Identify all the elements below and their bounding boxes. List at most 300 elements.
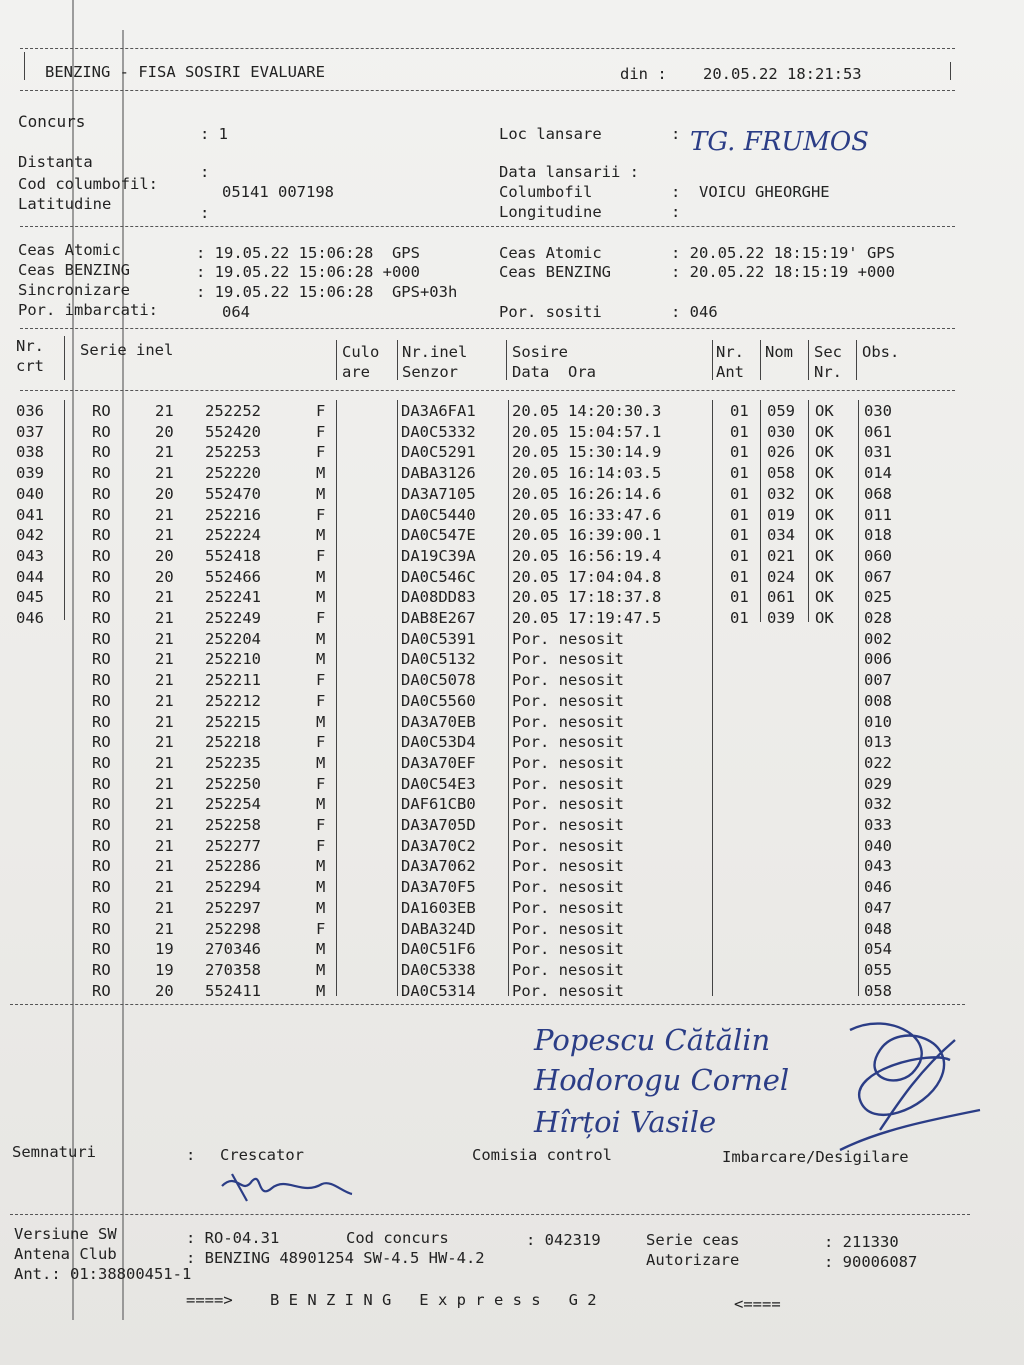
row-sosire: Por. nesosit xyxy=(512,857,624,876)
row-obs: 032 xyxy=(864,795,892,814)
row-an: 20 xyxy=(155,567,174,586)
distanta-value: : xyxy=(200,163,210,181)
row-sex: F xyxy=(316,836,326,855)
row-sec: OK xyxy=(815,484,834,503)
row-sosire: Por. nesosit xyxy=(512,671,624,690)
row-nom: 030 xyxy=(767,422,795,441)
autorizare-value: : 90006087 xyxy=(824,1253,918,1271)
row-obs: 067 xyxy=(864,567,892,586)
row-obs: 010 xyxy=(864,712,892,731)
row-sosire: Por. nesosit xyxy=(512,960,624,979)
row-ant: 01 xyxy=(730,609,749,627)
row-tara: RO xyxy=(92,733,111,752)
row-inel: 270346 xyxy=(205,940,261,959)
row-inel: 252277 xyxy=(205,836,261,855)
row-obs: 061 xyxy=(864,422,892,441)
table-row xyxy=(0,691,1024,711)
row-sex: F xyxy=(316,671,326,690)
table-row xyxy=(0,505,1024,525)
table-row xyxy=(0,442,1024,462)
row-sosire: 20.05 17:19:47.5 xyxy=(512,609,662,627)
row-senzor: DA3A7105 xyxy=(401,484,476,503)
row-sex: F xyxy=(316,919,326,938)
row-sex: F xyxy=(316,422,326,441)
row-senzor: DA1603EB xyxy=(401,898,476,917)
row-sosire: 20.05 14:20:30.3 xyxy=(512,402,662,420)
row-senzor: DA0C5332 xyxy=(401,422,476,441)
row-senzor: DA0C51F6 xyxy=(401,940,476,959)
col-obs: Obs. xyxy=(862,343,900,361)
handwritten-name-1: Popescu Cătălin xyxy=(534,1023,771,1057)
row-sex: M xyxy=(316,712,326,731)
row-an: 21 xyxy=(155,671,174,690)
row-inel: 252210 xyxy=(205,650,261,669)
row-sex: M xyxy=(316,526,326,545)
row-an: 21 xyxy=(155,836,174,855)
table-row xyxy=(0,856,1024,876)
antena-value: : BENZING 48901254 SW-4.5 HW-4.2 xyxy=(186,1249,485,1267)
row-sosire: Por. nesosit xyxy=(512,940,624,959)
row-sec: OK xyxy=(815,567,834,586)
row-senzor: DA0C5132 xyxy=(401,650,476,669)
row-inel: 252249 xyxy=(205,609,261,627)
row-sosire: Por. nesosit xyxy=(512,795,624,814)
latitudine-label: Latitudine xyxy=(18,195,112,213)
serie-ceas-value: : 211330 xyxy=(824,1233,899,1251)
row-inel: 252254 xyxy=(205,795,261,814)
col-senzor: Senzor xyxy=(402,363,458,381)
row-tara: RO xyxy=(92,505,111,524)
por-imbarcati-value: 064 xyxy=(222,303,250,321)
row-obs: 055 xyxy=(864,960,892,979)
handwritten-name-2: Hodorogu Cornel xyxy=(534,1063,790,1097)
row-senzor: DAB8E267 xyxy=(401,609,476,627)
row-sex: M xyxy=(316,484,326,503)
row-senzor: DAF61CB0 xyxy=(401,795,476,814)
divider xyxy=(950,62,951,80)
col-nr-ant: Nr. xyxy=(716,343,744,361)
row-an: 19 xyxy=(155,940,174,959)
divider xyxy=(20,226,955,227)
table-row xyxy=(0,877,1024,897)
row-sosire: 20.05 16:56:19.4 xyxy=(512,546,662,565)
table-row xyxy=(0,919,1024,939)
crescator-signature xyxy=(212,1166,362,1206)
row-sex: F xyxy=(316,402,326,420)
row-an: 19 xyxy=(155,960,174,979)
banner-left: ====> xyxy=(186,1291,233,1309)
col-separator xyxy=(336,340,337,380)
row-an: 21 xyxy=(155,505,174,524)
row-obs: 028 xyxy=(864,609,892,627)
row-inel: 252258 xyxy=(205,816,261,834)
row-crt: 036 xyxy=(16,402,44,420)
row-an: 21 xyxy=(155,609,174,627)
row-sex: M xyxy=(316,878,326,897)
row-inel: 252252 xyxy=(205,402,261,420)
row-sex: F xyxy=(316,774,326,793)
row-sosire: 20.05 16:33:47.6 xyxy=(512,505,662,524)
row-an: 21 xyxy=(155,464,174,483)
row-an: 21 xyxy=(155,402,174,420)
row-sec: OK xyxy=(815,588,834,607)
row-an: 21 xyxy=(155,526,174,545)
row-sosire: Por. nesosit xyxy=(512,733,624,752)
row-inel: 252216 xyxy=(205,505,261,524)
row-obs: 029 xyxy=(864,774,892,793)
sincronizare-value: : 19.05.22 15:06:28 GPS+03h xyxy=(196,283,458,301)
row-obs: 033 xyxy=(864,816,892,834)
row-tara: RO xyxy=(92,753,111,772)
row-an: 21 xyxy=(155,774,174,793)
antena-label: Antena Club xyxy=(14,1245,117,1263)
row-crt: 043 xyxy=(16,546,44,565)
longitudine-value: : xyxy=(671,203,681,221)
row-tara: RO xyxy=(92,795,111,814)
row-tara: RO xyxy=(92,691,111,710)
row-an: 20 xyxy=(155,546,174,565)
row-inel: 252218 xyxy=(205,733,261,752)
col-sec-nr: Nr. xyxy=(814,363,842,381)
row-crt: 042 xyxy=(16,526,44,545)
row-tara: RO xyxy=(92,960,111,979)
row-sec: OK xyxy=(815,609,834,627)
row-tara: RO xyxy=(92,422,111,441)
row-obs: 060 xyxy=(864,546,892,565)
row-sosire: 20.05 15:30:14.9 xyxy=(512,443,662,462)
por-imbarcati-label: Por. imbarcati: xyxy=(18,301,158,319)
row-sex: F xyxy=(316,443,326,462)
row-inel: 252224 xyxy=(205,526,261,545)
row-nom: 034 xyxy=(767,526,795,545)
row-an: 21 xyxy=(155,443,174,462)
table-row xyxy=(0,608,1024,628)
row-sec: OK xyxy=(815,505,834,524)
row-sosire: 20.05 16:14:03.5 xyxy=(512,464,662,483)
table-row xyxy=(0,712,1024,732)
divider xyxy=(24,52,25,80)
row-tara: RO xyxy=(92,526,111,545)
row-senzor: DA3A70EB xyxy=(401,712,476,731)
row-tara: RO xyxy=(92,898,111,917)
sincronizare-label: Sincronizare xyxy=(18,281,130,299)
divider xyxy=(20,48,955,49)
row-tara: RO xyxy=(92,878,111,897)
row-sosire: 20.05 17:04:04.8 xyxy=(512,567,662,586)
col-separator xyxy=(712,340,713,380)
row-crt: 044 xyxy=(16,567,44,586)
table-row xyxy=(0,587,1024,607)
row-senzor: DABA3126 xyxy=(401,464,476,483)
col-separator xyxy=(64,336,65,380)
row-nom: 039 xyxy=(767,609,795,627)
row-inel: 552466 xyxy=(205,567,261,586)
table-row xyxy=(0,649,1024,669)
row-sosire: 20.05 17:18:37.8 xyxy=(512,588,662,607)
row-senzor: DA0C546C xyxy=(401,567,476,586)
row-sec: OK xyxy=(815,422,834,441)
row-sex: F xyxy=(316,505,326,524)
row-tara: RO xyxy=(92,629,111,648)
banner-text: B E N Z I N G E x p r e s s G 2 xyxy=(270,1291,597,1309)
row-obs: 068 xyxy=(864,484,892,503)
col-sec: Sec xyxy=(814,343,842,361)
row-senzor: DA0C5560 xyxy=(401,691,476,710)
row-obs: 018 xyxy=(864,526,892,545)
handwritten-name-3: Hîrțoi Vasile xyxy=(534,1105,717,1139)
banner-right: <==== xyxy=(734,1295,781,1313)
semnaturi-label: Semnaturi xyxy=(12,1143,96,1161)
imbarcare-label: Imbarcare/Desigilare xyxy=(722,1148,909,1166)
row-tara: RO xyxy=(92,484,111,503)
row-nom: 032 xyxy=(767,484,795,503)
row-nom: 058 xyxy=(767,464,795,483)
row-an: 21 xyxy=(155,753,174,772)
row-sex: M xyxy=(316,567,326,586)
table-row xyxy=(0,794,1024,814)
row-obs: 043 xyxy=(864,857,892,876)
row-sex: M xyxy=(316,588,326,607)
row-sex: M xyxy=(316,857,326,876)
row-sec: OK xyxy=(815,402,834,420)
row-sex: F xyxy=(316,733,326,752)
row-an: 21 xyxy=(155,650,174,669)
row-tara: RO xyxy=(92,443,111,462)
autorizare-label: Autorizare xyxy=(646,1251,740,1269)
row-obs: 006 xyxy=(864,650,892,669)
row-senzor: DA0C5391 xyxy=(401,629,476,648)
col-data-ora: Data Ora xyxy=(512,363,596,381)
row-inel: 270358 xyxy=(205,960,261,979)
row-inel: 552420 xyxy=(205,422,261,441)
table-row xyxy=(0,463,1024,483)
date-label: din : xyxy=(620,65,667,83)
row-sosire: Por. nesosit xyxy=(512,898,624,917)
table-row xyxy=(0,774,1024,794)
row-inel: 552418 xyxy=(205,546,261,565)
col-sosire: Sosire xyxy=(512,343,568,361)
row-senzor: DA3A70F5 xyxy=(401,878,476,897)
table-row xyxy=(0,629,1024,649)
row-ant: 01 xyxy=(730,443,749,462)
row-sex: M xyxy=(316,898,326,917)
divider xyxy=(10,1214,970,1215)
row-tara: RO xyxy=(92,464,111,483)
row-tara: RO xyxy=(92,402,111,420)
row-obs: 047 xyxy=(864,898,892,917)
row-sosire: Por. nesosit xyxy=(512,878,624,897)
row-sex: M xyxy=(316,464,326,483)
row-obs: 008 xyxy=(864,691,892,710)
divider xyxy=(20,90,955,91)
table-row xyxy=(0,939,1024,959)
row-nom: 061 xyxy=(767,588,795,607)
versiune-value: : RO-04.31 xyxy=(186,1229,280,1247)
por-sositi-label: Por. sositi xyxy=(499,303,602,321)
row-an: 21 xyxy=(155,857,174,876)
ceas-benzing-label: Ceas BENZING xyxy=(18,261,130,279)
row-senzor: DA08DD83 xyxy=(401,588,476,607)
row-an: 21 xyxy=(155,629,174,648)
divider xyxy=(20,328,955,329)
row-crt: 037 xyxy=(16,422,44,441)
row-obs: 058 xyxy=(864,981,892,1000)
row-ant: 01 xyxy=(730,505,749,524)
row-ant: 01 xyxy=(730,422,749,441)
columbofil-value: : VOICU GHEORGHE xyxy=(671,183,830,201)
row-sex: M xyxy=(316,940,326,959)
row-senzor: DA0C5338 xyxy=(401,960,476,979)
row-inel: 552411 xyxy=(205,981,261,1000)
row-an: 21 xyxy=(155,898,174,917)
row-senzor: DA0C54E3 xyxy=(401,774,476,793)
cod-columbofil-value: 05141 007198 xyxy=(222,183,334,201)
row-senzor: DA3A705D xyxy=(401,816,476,834)
row-sosire: Por. nesosit xyxy=(512,691,624,710)
table-row xyxy=(0,525,1024,545)
row-sex: F xyxy=(316,816,326,834)
row-obs: 002 xyxy=(864,629,892,648)
data-lansarii-label: Data lansarii : xyxy=(499,163,639,181)
row-tara: RO xyxy=(92,774,111,793)
row-senzor: DA0C53D4 xyxy=(401,733,476,752)
row-an: 20 xyxy=(155,422,174,441)
row-tara: RO xyxy=(92,650,111,669)
crescator-label: Crescator xyxy=(220,1146,304,1164)
row-ant: 01 xyxy=(730,464,749,483)
ceas-benzing-value: : 19.05.22 15:06:28 +000 xyxy=(196,263,420,281)
table-row xyxy=(0,401,1024,421)
cod-concurs-value: : 042319 xyxy=(526,1231,601,1249)
row-sosire: Por. nesosit xyxy=(512,650,624,669)
row-sosire: Por. nesosit xyxy=(512,629,624,648)
row-sosire: Por. nesosit xyxy=(512,919,624,938)
row-an: 21 xyxy=(155,795,174,814)
row-sex: M xyxy=(316,981,326,1000)
row-sosire: Por. nesosit xyxy=(512,836,624,855)
row-ant: 01 xyxy=(730,402,749,420)
r-ceas-atomic-label: Ceas Atomic xyxy=(499,244,602,262)
row-inel: 252215 xyxy=(205,712,261,731)
row-crt: 041 xyxy=(16,505,44,524)
r-ceas-atomic-value: : 20.05.22 18:15:19' GPS xyxy=(671,244,895,262)
row-ant: 01 xyxy=(730,588,749,607)
divider xyxy=(10,1004,965,1005)
col-separator xyxy=(856,340,857,380)
row-an: 21 xyxy=(155,691,174,710)
row-senzor: DA3A6FA1 xyxy=(401,402,476,420)
row-tara: RO xyxy=(92,671,111,690)
row-senzor: DA3A7062 xyxy=(401,857,476,876)
loc-lansare-label: Loc lansare xyxy=(499,125,602,143)
row-tara: RO xyxy=(92,816,111,834)
row-an: 21 xyxy=(155,816,174,834)
col-nr-inel: Nr.inel xyxy=(402,343,468,361)
versiune-label: Versiune SW xyxy=(14,1225,117,1243)
row-inel: 252204 xyxy=(205,629,261,648)
row-sosire: Por. nesosit xyxy=(512,753,624,772)
row-nom: 019 xyxy=(767,505,795,524)
row-an: 20 xyxy=(155,981,174,1000)
row-nom: 026 xyxy=(767,443,795,462)
table-row xyxy=(0,732,1024,752)
row-ant: 01 xyxy=(730,567,749,586)
row-sex: M xyxy=(316,629,326,648)
row-ant: 01 xyxy=(730,484,749,503)
row-obs: 040 xyxy=(864,836,892,855)
cod-concurs-label: Cod concurs xyxy=(346,1229,449,1247)
antena-id: Ant.: 01:38800451-1 xyxy=(14,1265,192,1283)
row-crt: 039 xyxy=(16,464,44,483)
row-senzor: DABA324D xyxy=(401,919,476,938)
cod-columbofil-label: Cod columbofil: xyxy=(18,175,158,193)
col-separator xyxy=(760,340,761,380)
r-ceas-benzing-label: Ceas BENZING xyxy=(499,263,611,281)
divider xyxy=(20,390,955,391)
row-obs: 031 xyxy=(864,443,892,462)
col-nr-ant-2: Ant xyxy=(716,363,744,381)
table-row xyxy=(0,753,1024,773)
row-obs: 030 xyxy=(864,402,892,420)
row-senzor: DA19C39A xyxy=(401,546,476,565)
row-an: 21 xyxy=(155,919,174,938)
row-inel: 252241 xyxy=(205,588,261,607)
row-nom: 021 xyxy=(767,546,795,565)
row-obs: 048 xyxy=(864,919,892,938)
row-sosire: Por. nesosit xyxy=(512,981,624,1000)
row-inel: 252212 xyxy=(205,691,261,710)
latitudine-value: : xyxy=(200,204,210,222)
row-sosire: 20.05 16:26:14.6 xyxy=(512,484,662,503)
row-sex: M xyxy=(316,960,326,979)
longitudine-label: Longitudine xyxy=(499,203,602,221)
row-obs: 046 xyxy=(864,878,892,897)
row-nom: 059 xyxy=(767,402,795,420)
columbofil-label: Columbofil xyxy=(499,183,593,201)
row-nom: 024 xyxy=(767,567,795,586)
row-tara: RO xyxy=(92,857,111,876)
row-sec: OK xyxy=(815,443,834,462)
row-obs: 013 xyxy=(864,733,892,752)
row-sec: OK xyxy=(815,526,834,545)
loc-lansare-handwritten: TG. FRUMOS xyxy=(690,127,869,157)
table-row xyxy=(0,898,1024,918)
serie-ceas-label: Serie ceas xyxy=(646,1231,740,1249)
row-senzor: DA0C5078 xyxy=(401,671,476,690)
row-sex: M xyxy=(316,650,326,669)
concurs-value: : 1 xyxy=(200,125,228,143)
row-sex: F xyxy=(316,609,326,627)
col-separator xyxy=(808,340,809,380)
page-title: BENZING - FISA SOSIRI EVALUARE xyxy=(45,63,325,81)
row-sosire: Por. nesosit xyxy=(512,774,624,793)
row-tara: RO xyxy=(92,588,111,607)
row-an: 21 xyxy=(155,733,174,752)
row-inel: 252253 xyxy=(205,443,261,462)
row-obs: 014 xyxy=(864,464,892,483)
row-tara: RO xyxy=(92,546,111,565)
row-senzor: DA0C5291 xyxy=(401,443,476,462)
row-sosire: 20.05 15:04:57.1 xyxy=(512,422,662,441)
col-nr: Nr. xyxy=(16,337,44,355)
table-row xyxy=(0,981,1024,1001)
table-row xyxy=(0,567,1024,587)
col-crt: crt xyxy=(16,357,44,375)
row-crt: 045 xyxy=(16,588,44,607)
row-crt: 040 xyxy=(16,484,44,503)
row-inel: 252297 xyxy=(205,898,261,917)
row-inel: 252235 xyxy=(205,753,261,772)
